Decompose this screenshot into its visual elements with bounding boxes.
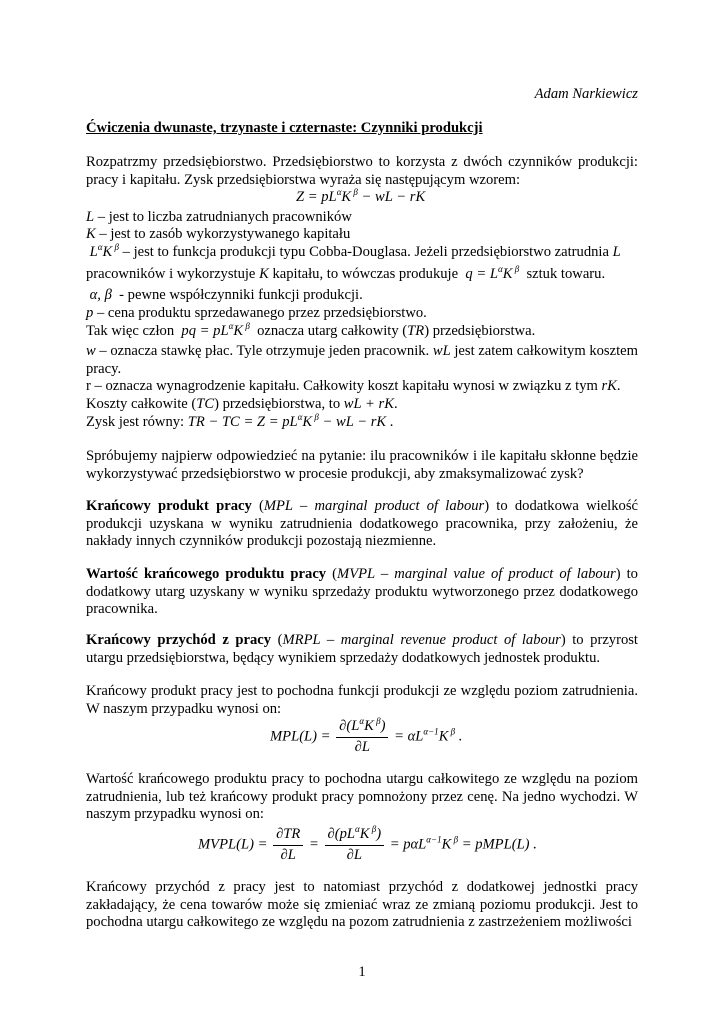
page-number: 1 bbox=[358, 964, 366, 980]
profit-identity: Zysk jest równy: TR − TC = $Z = pL^\alpha K$ $^\beta$ − wL − rK . bbox=[86, 412, 394, 430]
definition-tc: Koszty całkowite (TC) przedsiębiorstwa, to wL + rK. bbox=[86, 396, 398, 412]
mpl-derivative-paragraph: Krańcowy produkt pracy jest to pochodna funkcji produkcji ze względu poziom zatrudnienia. W naszym przypadku wynosi on: bbox=[86, 683, 638, 717]
definition-pq: Tak więc człon pq = $pL^\alpha K$ $^\beta$ oznacza utarg całkowity (TR) przedsiębiorstwa. bbox=[86, 321, 536, 339]
author-name: Adam Narkiewicz bbox=[534, 86, 638, 102]
mrpl-definition: Krańcowy przychód z pracy (MRPL – marginal revenue product of labour) to przyrost utargu przedsiębiorstwa, będący wynikiem sprzedaży dodatkowych jednostek produktu. bbox=[86, 632, 638, 666]
question-paragraph: Spróbujemy najpierw odpowiedzieć na pytanie: ilu pracowników i ile kapitału skłonne będzie wykorzystywać przedsiębiorstwo w procesie produkcji, aby zmaksymalizować zysk? bbox=[86, 448, 638, 482]
profit-equation: $Z = pL^\alpha K$ $^\beta$ − wL − rK bbox=[296, 187, 426, 205]
mrpl-derivative-paragraph: Krańcowy przychód z pracy jest to natomiast przychód z dodatkowej jednostki pracy zakładający, że cena towarów może się zmieniać wraz ze zmianą poziomu produkcji. Jest to pochodna utargu całkowitego ze względu na pozom zatrudnienia z zastrzeżeniem możliwości bbox=[86, 879, 638, 931]
definition-K: K – jest to zasób wykorzystywanego kapitału bbox=[86, 226, 351, 242]
definition-p: p – cena produktu sprzedawanego przez przedsiębiorstwo. bbox=[86, 305, 427, 321]
definition-w: w – oznacza stawkę płac. Tyle otrzymuje jeden pracownik. wL jest zatem całkowitym kosztem pracy. bbox=[86, 343, 638, 377]
mpl-definition: Krańcowy produkt pracy (MPL – marginal product of labour) to dodatkowa wielkość produkcji uzyskana w wyniku zatrudnienia dodatkowego pracownika, przy założeniu, że nakłady innych czynników produkcji pozostają niezmienne. bbox=[86, 498, 638, 550]
definition-cobb-douglas-cont: pracowników i wykorzystuje K kapitału, to wówczas produkuje $q = L^\alpha K$ $^\beta$ sztuk towaru. bbox=[86, 264, 606, 282]
definition-cobb-douglas: $L^\alpha K$ $^\beta$ – jest to funkcja produkcji typu Cobba-Douglasa. Jeżeli przedsiębiorstwo zatrudnia L bbox=[86, 242, 621, 260]
mvpl-equation: MVPL(L) = $\frac{\partial TR}{\partial L}$ = $\frac{\partial(pL^\alpha K ^\beta)}{\partial L}$ = pαL$^{\alpha-1}$K $^\beta$ = pMPL(L) . bbox=[198, 824, 537, 863]
definition-L: L – jest to liczba zatrudnianych pracowników bbox=[86, 209, 352, 225]
mpl-equation: MPL(L) = $\frac{\partial(L^\alpha K ^\beta)}{\partial L}$ = $\alpha L^{\alpha-1}K$ $^\beta$ . bbox=[270, 716, 463, 755]
definition-r: r – oznacza wynagrodzenie kapitału. Całkowity koszt kapitału wynosi w związku z tym rK. bbox=[86, 378, 621, 394]
definition-alpha-beta: α, β - pewne współczynniki funkcji produkcji. bbox=[86, 287, 363, 303]
intro-paragraph: Rozpatrzmy przedsiębiorstwo. Przedsiębiorstwo to korzysta z dwóch czynników produkcji: pracy i kapitału. Zysk przedsiębiorstwa wyraża się następującym wzorem: bbox=[86, 154, 638, 188]
page-title: Ćwiczenia dwunaste, trzynaste i czternaste: Czynniki produkcji bbox=[86, 120, 483, 136]
mvpl-derivative-paragraph: Wartość krańcowego produktu pracy to pochodna utargu całkowitego ze względu na poziom zatrudnienia, lub też krańcowy produkt pracy pomnożony przez cenę. Na jedno wychodzi. W naszym przypadku wynosi on: bbox=[86, 771, 638, 823]
mvpl-definition: Wartość krańcowego produktu pracy (MVPL – marginal value of product of labour) to dodatkowy utarg uzyskany w wyniku sprzedaży produktu wytworzonego przez dodatkowego pracownika. bbox=[86, 566, 638, 618]
